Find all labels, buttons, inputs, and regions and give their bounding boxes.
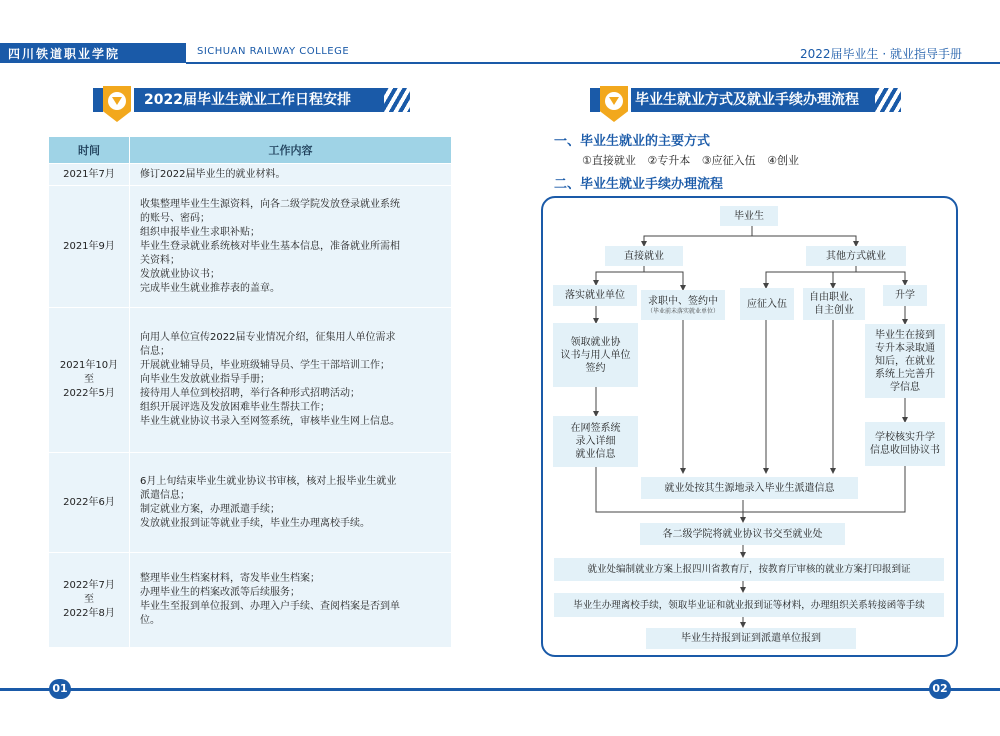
node-graduate: 毕业生 bbox=[720, 206, 778, 226]
node-employment-plan: 就业处编制就业方案上报四川省教育厅，按教育厅审核的就业方案打印报到证 bbox=[554, 558, 944, 581]
handbook-title: 2022届毕业生 · 就业指导手册 bbox=[800, 47, 962, 61]
node-get-agreement: 领取就业协 议书与用人单位 签约 bbox=[553, 323, 638, 387]
node-other-employment: 其他方式就业 bbox=[806, 246, 906, 266]
node-enlist: 应征入伍 bbox=[740, 288, 794, 320]
row-time: 2022年6月 bbox=[49, 453, 130, 553]
mode-item: ①直接就业 bbox=[582, 154, 636, 167]
node-upgrade: 升学 bbox=[883, 285, 927, 306]
school-name-cn: 四川铁道职业学院 bbox=[8, 47, 121, 61]
school-name-en: SICHUAN RAILWAY COLLEGE bbox=[197, 46, 350, 57]
row-time: 2021年10月 至 2022年5月 bbox=[49, 308, 130, 453]
node-leave-school: 毕业生办理离校手续，领取毕业证和就业报到证等材料，办理组织关系转接函等手续 bbox=[554, 593, 944, 617]
node-dispatch-info: 就业处按其生源地录入毕业生派遣信息 bbox=[641, 477, 858, 499]
node-job-seeking: 求职中、签约中 （毕业前未落实就业单位） bbox=[641, 290, 725, 320]
node-direct-employment: 直接就业 bbox=[605, 246, 683, 266]
footer-rule bbox=[0, 688, 1000, 691]
left-page-title: 2022届毕业生就业工作日程安排 bbox=[134, 88, 384, 112]
right-page-title: 毕业生就业方式及就业手续办理流程 bbox=[631, 88, 875, 112]
row-content: 收集整理毕业生生源资料，向各二级学院发放登录就业系统 的账号、密码； 组织申报毕业生求职补贴； 毕业生登录就业系统核对毕业生基本信息，准备就业所需相 关资料； 发放就业协议书； 完成毕业生就业推荐表的盖章。 bbox=[130, 186, 452, 308]
row-content: 向用人单位宣传2022届专业情况介绍，征集用人单位需求 信息； 开展就业辅导员，毕业班级辅导员、学生干部培训工作； 向毕业生发放就业指导手册； 接待用人单位到校招聘，举行各种形式招聘活动； 组织开展评选及发放困难毕业生帮扶工作； 毕业生就业协议书录入至网签系统，审核毕业生网上信息。 bbox=[130, 308, 452, 453]
row-content: 修订2022届毕业生的就业材料。 bbox=[130, 164, 452, 186]
row-time: 2022年7月 至 2022年8月 bbox=[49, 553, 130, 648]
row-content: 整理毕业生档案材料，寄发毕业生档案； 办理毕业生的档案改派等后续服务； 毕业生至报到单位报到、办理入户手续、查阅档案是否到单 位。 bbox=[130, 553, 452, 648]
node-report-to-unit: 毕业生持报到证到派遣单位报到 bbox=[646, 628, 856, 649]
section-procedure: 二、毕业生就业手续办理流程 bbox=[554, 177, 724, 192]
node-school-verify: 学校核实升学 信息收回协议书 bbox=[865, 422, 945, 466]
section-employment-modes: 一、毕业生就业的主要方式 bbox=[554, 134, 711, 149]
col-header-time: 时间 bbox=[49, 137, 130, 164]
row-time: 2021年7月 bbox=[49, 164, 130, 186]
node-online-sign: 在网签系统 录入详细 就业信息 bbox=[553, 416, 638, 467]
mode-item: ②专升本 bbox=[647, 154, 691, 167]
page-number-left: 01 bbox=[49, 679, 71, 699]
node-employer-secured: 落实就业单位 bbox=[553, 285, 637, 306]
page-number-right: 02 bbox=[929, 679, 951, 699]
row-content: 6月上旬结束毕业生就业协议书审核，核对上报毕业生就业 派遣信息； 制定就业方案，办理派遣手续； 发放就业报到证等就业手续，毕业生办理离校手续。 bbox=[130, 453, 452, 553]
node-submit-agreement: 各二级学院将就业协议书交至就业处 bbox=[640, 523, 845, 545]
node-freelance: 自由职业、 自主创业 bbox=[803, 288, 865, 320]
col-header-content: 工作内容 bbox=[130, 137, 452, 164]
row-time: 2021年9月 bbox=[49, 186, 130, 308]
node-upgrade-notice: 毕业生在接到 专升本录取通 知后，在就业 系统上完善升 学信息 bbox=[865, 324, 945, 398]
mode-item: ④创业 bbox=[767, 154, 799, 167]
mode-item: ③应征入伍 bbox=[701, 154, 756, 167]
